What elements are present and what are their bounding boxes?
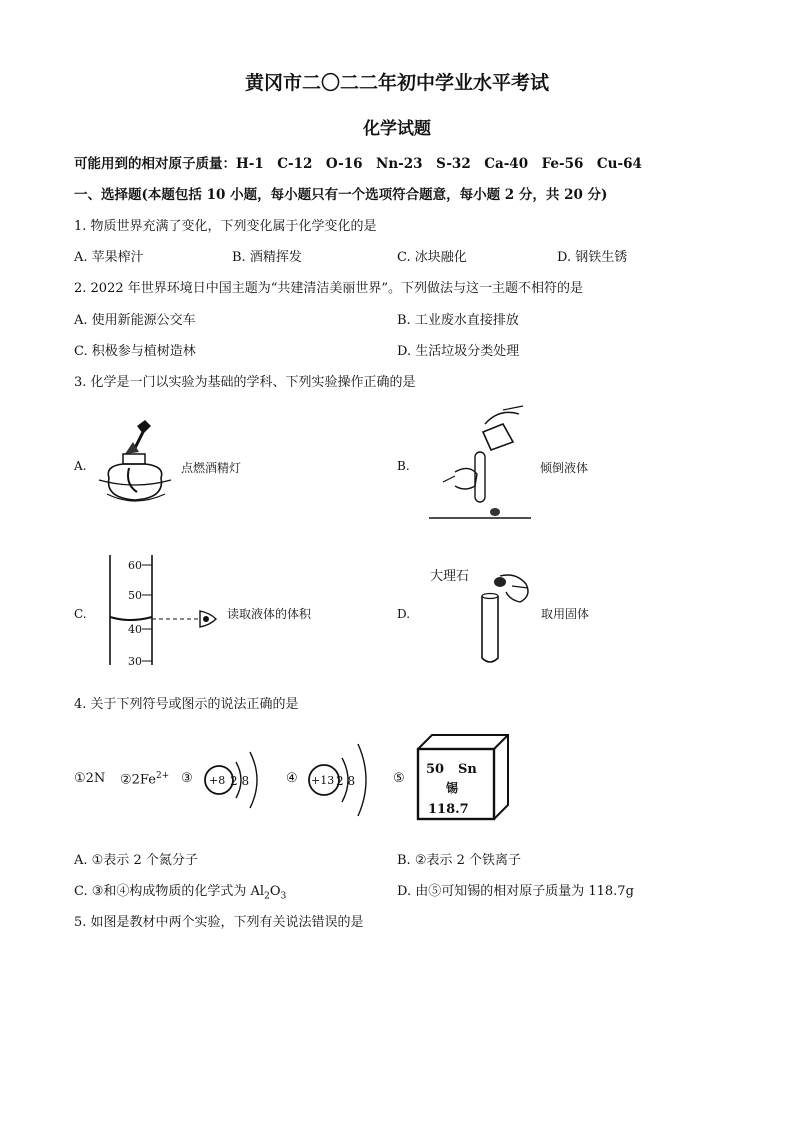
nucleus-charge-plus13: +13 [311, 774, 335, 787]
item-3-number: ③ [181, 771, 193, 786]
q4-option-c: C. ③和④构成物质的化学式为 $Al_2O_3$ [74, 884, 287, 902]
alcohol-lamp-figure [95, 418, 175, 513]
q3-option-a-text: 点燃酒精灯 [181, 461, 242, 475]
q1-option-d: D. 钢铁生锈 [557, 250, 628, 265]
cylinder-tick-30: 30 [128, 655, 142, 668]
symbol-2fe: $②2Fe^{2+}$ [120, 771, 170, 788]
question-3-stem: 3. 化学是一门以实验为基础的学科、下列实验操作正确的是 [74, 375, 416, 390]
atomic-number: 50 [426, 762, 445, 777]
pour-liquid-figure [425, 402, 535, 524]
question-4-stem: 4. 关于下列符号或图示的说法正确的是 [74, 697, 299, 712]
question-5-stem: 5. 如图是教材中两个实验，下列有关说法错误的是 [74, 915, 364, 930]
q3-option-b-letter: B. [397, 459, 410, 473]
q1-option-a: A. 苹果榨汁 [74, 250, 144, 265]
relative-atomic-mass: 118.7 [428, 802, 469, 817]
tin-element-card [416, 733, 512, 823]
atomic-masses: 可能用到的相对原子质量：H-1 C-12 O-16 Nn-23 S-32 Ca-40 Fe-56 Cu-64 [74, 156, 642, 172]
cylinder-tick-50: 50 [128, 589, 142, 602]
item-5-number: ⑤ [393, 771, 405, 786]
q3-option-b-text: 倾倒液体 [540, 461, 589, 475]
q3-option-c-text: 读取液体的体积 [227, 607, 312, 621]
q3-option-c-letter: C. [74, 607, 87, 621]
q3-option-a-letter: A. [74, 459, 87, 473]
q4-option-a: A. ①表示 2 个氮分子 [74, 853, 198, 868]
marble-label: 大理石 [430, 569, 470, 584]
q1-option-c: C. 冰块融化 [397, 250, 467, 265]
q2-option-c: C. 积极参与植树造林 [74, 344, 196, 359]
q3-option-d-text: 取用固体 [541, 607, 590, 621]
exam-title: 黄冈市二〇二二年初中学业水平考试 [244, 72, 549, 94]
take-solid-figure [476, 566, 536, 668]
item-4-number: ④ [286, 771, 298, 786]
q2-option-d: D. 生活垃圾分类处理 [397, 344, 520, 359]
symbol-2n: ①2N [74, 771, 106, 786]
q4-option-d: D. 由⑤可知锡的相对原子质量为 118.7g [397, 884, 634, 899]
cylinder-tick-40: 40 [128, 623, 142, 636]
measuring-cylinder-figure [102, 553, 226, 668]
nucleus-charge-plus8: +8 [209, 774, 226, 787]
exam-subtitle: 化学试题 [363, 119, 431, 139]
section-heading: 一、选择题(本题包括 10 小题，每小题只有一个选项符合题意，每小题 2 分，共 20 分) [74, 187, 608, 203]
question-1-stem: 1. 物质世界充满了变化，下列变化属于化学变化的是 [74, 219, 377, 234]
element-symbol: Sn [458, 762, 477, 777]
q4-option-b: B. ②表示 2 个铁离子 [397, 853, 522, 868]
q2-option-b: B. 工业废水直接排放 [397, 313, 519, 328]
q2-option-a: A. 使用新能源公交车 [74, 313, 196, 328]
q1-option-b: B. 酒精挥发 [232, 250, 302, 265]
element-name: 锡 [446, 781, 459, 795]
q3-option-d-letter: D. [397, 607, 411, 621]
question-2-stem: 2. 2022 年世界环境日中国主题为“共建清洁美丽世界”。下列做法与这一主题不相符的是 [74, 281, 584, 296]
electron-shells-2-8: 2 8 [230, 774, 250, 788]
aluminium-ion-structure [304, 734, 384, 822]
electron-shells-2-8: 2 8 [336, 774, 356, 788]
oxygen-ion-structure [198, 738, 278, 818]
cylinder-tick-60: 60 [128, 559, 142, 572]
